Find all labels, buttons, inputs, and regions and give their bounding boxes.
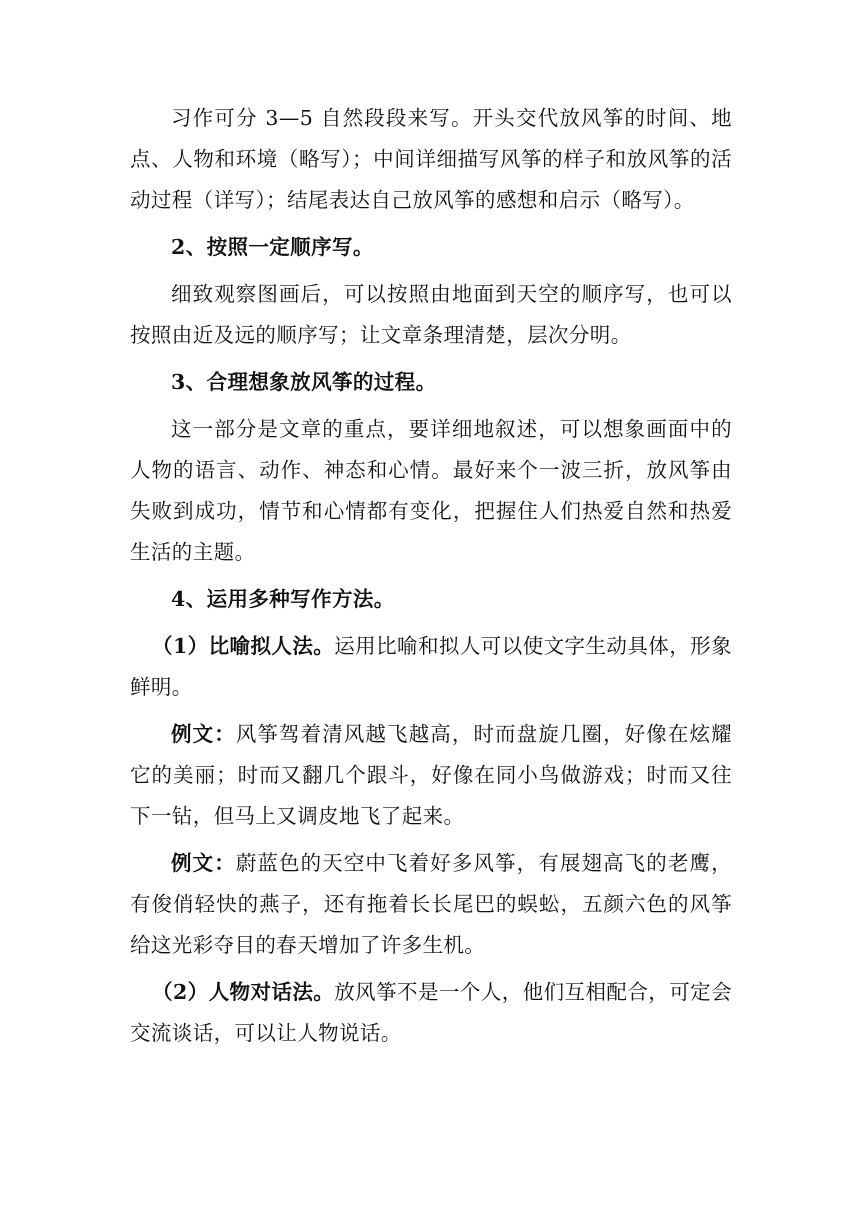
example-2-label: 例文： [171, 851, 236, 875]
method-2-label: （2）人物对话法。 [152, 980, 335, 1004]
example-2-paragraph [130, 843, 732, 966]
section-paragraph-3: 这一部分是文章的重点，要详细地叙述，可以想象画面中的人物的语言、动作、神态和心情。最好来个一波三折，放风筝由失败到成功，情节和心情都有变化，把握住人们热爱自然和热爱生活的主题。 [130, 417, 732, 564]
method-1-text: 运用比喻和拟人可以使文字生动具体，形象鲜明。 [130, 634, 732, 699]
method-2-paragraph [130, 972, 732, 1054]
document-body [130, 98, 732, 1060]
example-1-label: 例文： [171, 722, 236, 746]
example-1-paragraph [130, 714, 732, 837]
example-2-text: 蔚蓝色的天空中飞着好多风筝，有展翅高飞的老鹰，有俊俏轻快的燕子，还有拖着长长尾巴的蜈蚣，五颜六色的风筝给这光彩夺目的春天增加了许多生机。 [130, 851, 732, 957]
section-heading-3: 3、合理想象放风筝的过程。 [171, 370, 437, 394]
intro-paragraph: 习作可分 3—5 自然段段来写。开头交代放风筝的时间、地点、人物和环境（略写）；中间详细描写风筝的样子和放风筝的活动过程（详写）；结尾表达自己放风筝的感想和启示（略写）。 [130, 106, 732, 212]
example-1-text: 风筝驾着清风越飞越高，时而盘旋几圈，好像在炫耀它的美丽；时而又翻几个跟斗，好像在同小鸟做游戏；时而又往下一钻，但马上又调皮地飞了起来。 [130, 722, 732, 828]
section-paragraph-2: 细致观察图画后，可以按照由地面到天空的顺序写，也可以按照由近及远的顺序写；让文章条理清楚，层次分明。 [130, 282, 732, 347]
method-2-text: 放风筝不是一个人，他们互相配合，可定会交流谈话，可以让人物说话。 [130, 980, 732, 1045]
section-heading-2: 2、按照一定顺序写。 [171, 235, 374, 259]
method-1-paragraph [130, 626, 732, 708]
section-heading-4: 4、运用多种写作方法。 [171, 587, 395, 611]
method-1-label: （1）比喻拟人法。 [152, 634, 335, 658]
